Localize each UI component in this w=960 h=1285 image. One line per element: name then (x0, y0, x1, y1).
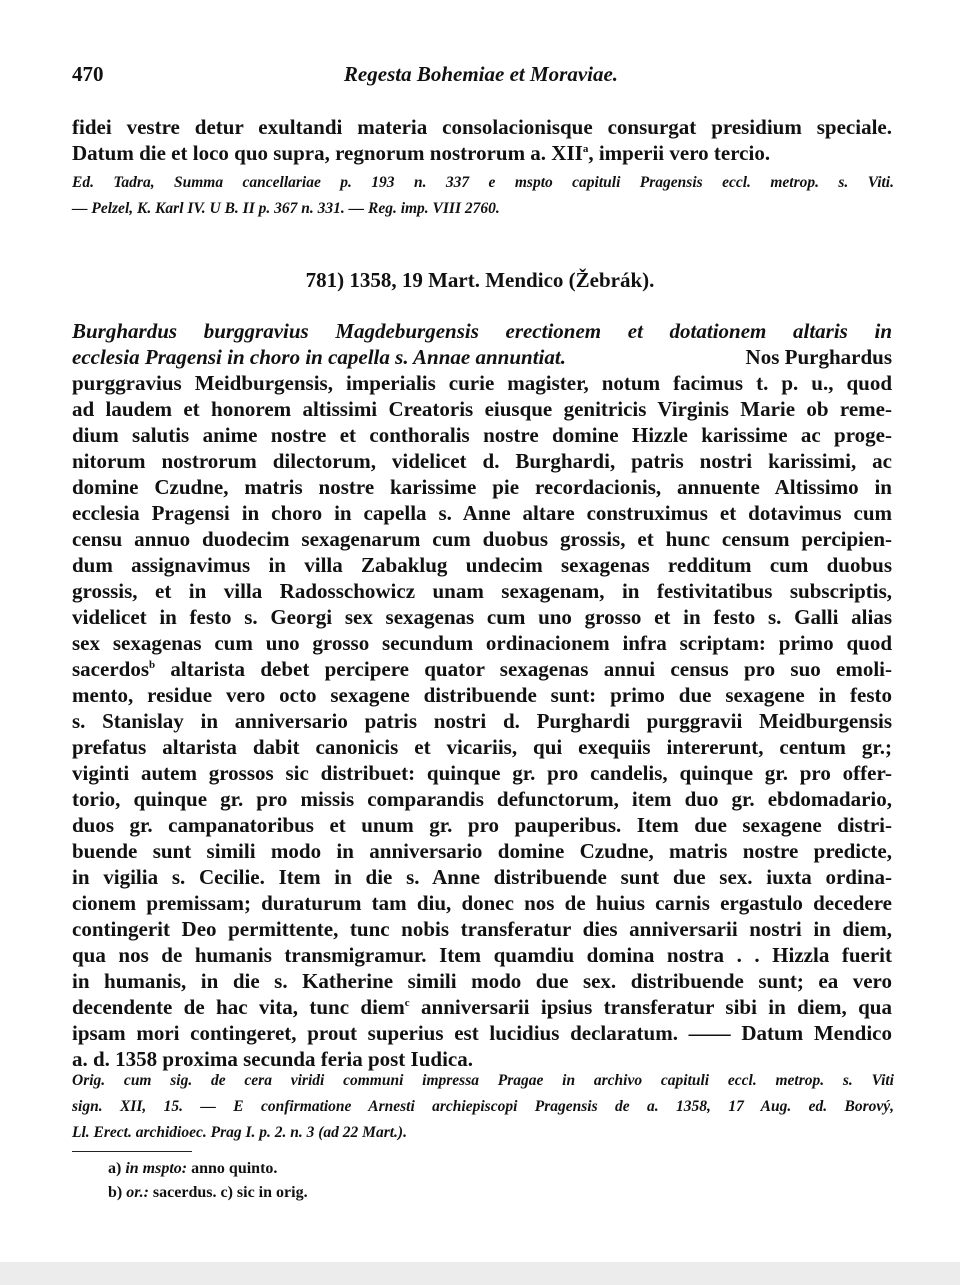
footnote-a (108, 1157, 308, 1181)
text-line: domine Czudne, matris nostre karissime pie recordacionis, annuente Altissimo in (72, 475, 892, 499)
text-line: ad laudem et honorem altissimi Creatoris eiusque genitricis Virginis Marie ob reme- (72, 397, 892, 421)
footnote-text: anno quinto. (187, 1160, 278, 1177)
running-title: Regesta Bohemiae et Moraviae. (343, 62, 619, 86)
text-line: ipsam mori contingeret, prout superius est lucidius declaratum. —— Datum Mendico (72, 1021, 892, 1045)
footnote-b-c (108, 1181, 308, 1205)
footnote-ref-a: a (582, 143, 589, 155)
text-line: viginti autem grossos sic distribuet: quinque gr. pro candelis, quinque gr. pro offer- (72, 761, 892, 785)
footnote-mark: c) (220, 1184, 233, 1201)
text-line: dium salutis anime nostre et conthoralis nostre domine Hizzle karissime ac proge- (72, 423, 892, 447)
text-line: mento, residue vero octo sexagene distribuende sunt: primo due sexagene in festo (72, 683, 892, 707)
text-line: contingerit Deo permittente, tunc nobis transferatur dies anniversarii nostri in diem, (72, 917, 892, 941)
text-line: torio, quinque gr. pro missis comparandis defunctorum, item duo gr. ebdomadario, (72, 787, 892, 811)
text-line: in vigilia s. Cecilie. Item in die s. Anne distribuende sunt due sex. iuxta ordina- (72, 865, 892, 889)
source-line: Orig. cum sig. de cera viridi communi impressa Pragae in archivo capituli eccl. metrop. s. Viti (72, 1072, 894, 1089)
document-source-note (72, 1070, 894, 1148)
previous-document-source-note (72, 172, 894, 224)
footnote-mark: a) (108, 1160, 122, 1177)
page-number: 470 (72, 62, 104, 86)
text-line: qua nos de humanis transmigramur. Item quamdiu domina nostra . . Hizzla fuerit (72, 943, 892, 967)
text-line: censu annuo duodecim sexagenarum cum duobus grossis, et hunc censum percipien- (72, 527, 892, 551)
text-line: a. d. 1358 proxima secunda feria post Iudica. (72, 1047, 473, 1071)
page-bottom-band (0, 1262, 960, 1285)
text-line: duos gr. campanatoribus et unum gr. pro pauperibus. Item due sexagene distri- (72, 813, 892, 837)
text-line: s. Stanislay in anniversario patris nostri d. Purghardi purggravii Meidburgensis (72, 709, 892, 733)
text-line: sex sexagenas cum uno grosso secundum ordinacionem infra scriptam: primo quod (72, 631, 892, 655)
regest-line: ecclesia Pragensi in choro in capella s. Annae annuntiat. Nos Purghardus (72, 345, 892, 369)
text-line: ecclesia Pragensi in choro in capella s. Anne altare construximus et dotavimus cum (72, 501, 892, 525)
text-line: nitorum nostrorum dilectorum, videlicet d. Burghardi, patris nostri karissimi, ac (72, 449, 892, 473)
text-line: videlicet in festo s. Georgi sex sexagenas cum uno grosso et in festo s. Galli alias (72, 605, 892, 629)
text-line: decendente de hac vita, tunc diem$^c$ anniversarii ipsius transferatur sibi in diem, qua (72, 995, 892, 1019)
text-line: prefatus altarista dabit canonicis et vicariis, qui exequiis intererunt, centum gr.; (72, 735, 892, 759)
text-line: fidei vestre detur exultandi materia consolacionisque consurgat presidium speciale. (72, 115, 892, 139)
regest-line: Burghardus burggravius Magdeburgensis erectionem et dotationem altaris in (72, 319, 892, 343)
footnotes (108, 1157, 308, 1205)
footnote-mark: b) (108, 1184, 123, 1201)
footnote-divider (72, 1151, 192, 1152)
text-line: cionem premissam; duraturum tam diu, donec nos de huius carnis ergastulo decedere (72, 891, 892, 915)
footnote-ref-b: b (149, 659, 156, 671)
previous-document-ending (72, 114, 892, 166)
page-header (72, 62, 890, 92)
source-line: Ll. Erect. archidioec. Prag I. p. 2. n. 3 (ad 22 Mart.). (72, 1124, 407, 1141)
text-line: grossis, et in villa Radosschowicz unam sexagenam, in festivitatibus subscriptis, (72, 579, 892, 603)
document-heading: 781) 1358, 19 Mart. Mendico (Žebrák). (305, 268, 655, 292)
footnote-label: or.: (126, 1184, 149, 1201)
text-line: sacerdos$^b$ altarista debet percipere quator sexagenas annui census pro suo emoli- (72, 657, 892, 681)
text-line: buende sunt simili modo in anniversario domine Czudne, matris nostre predicte, (72, 839, 892, 863)
source-line: Ed. Tadra, Summa cancellariae p. 193 n. 337 e mspto capituli Pragensis eccl. metrop. s. Viti. (72, 174, 894, 191)
footnote-text: sacerdus. (148, 1184, 217, 1201)
text-line: purggravius Meidburgensis, imperialis curie magister, notum facimus t. p. u., quod (72, 371, 892, 395)
document-body (72, 318, 892, 1072)
footnote-ref-c: c (404, 997, 410, 1009)
text-line: in humanis, in die s. Katherine simili modo due sex. distribuende sunt; ea vero (72, 969, 892, 993)
text-line: Datum die et loco quo supra, regnorum nostrorum a. XII$^a$, imperii vero tercio. (72, 141, 771, 165)
text-line: dum assignavimus in villa Zabaklug undecim sexagenas redditum cum duobus (72, 553, 892, 577)
footnote-text: sic in orig. (232, 1184, 308, 1201)
source-line: — Pelzel, K. Karl IV. U B. II p. 367 n. 331. — Reg. imp. VIII 2760. (72, 200, 500, 217)
footnote-label: in mspto: (125, 1160, 188, 1177)
source-line: sign. XII, 15. — E confirmatione Arnesti archiepiscopi Pragensis de a. 1358, 17 Aug. ed. Borový, (72, 1098, 894, 1115)
